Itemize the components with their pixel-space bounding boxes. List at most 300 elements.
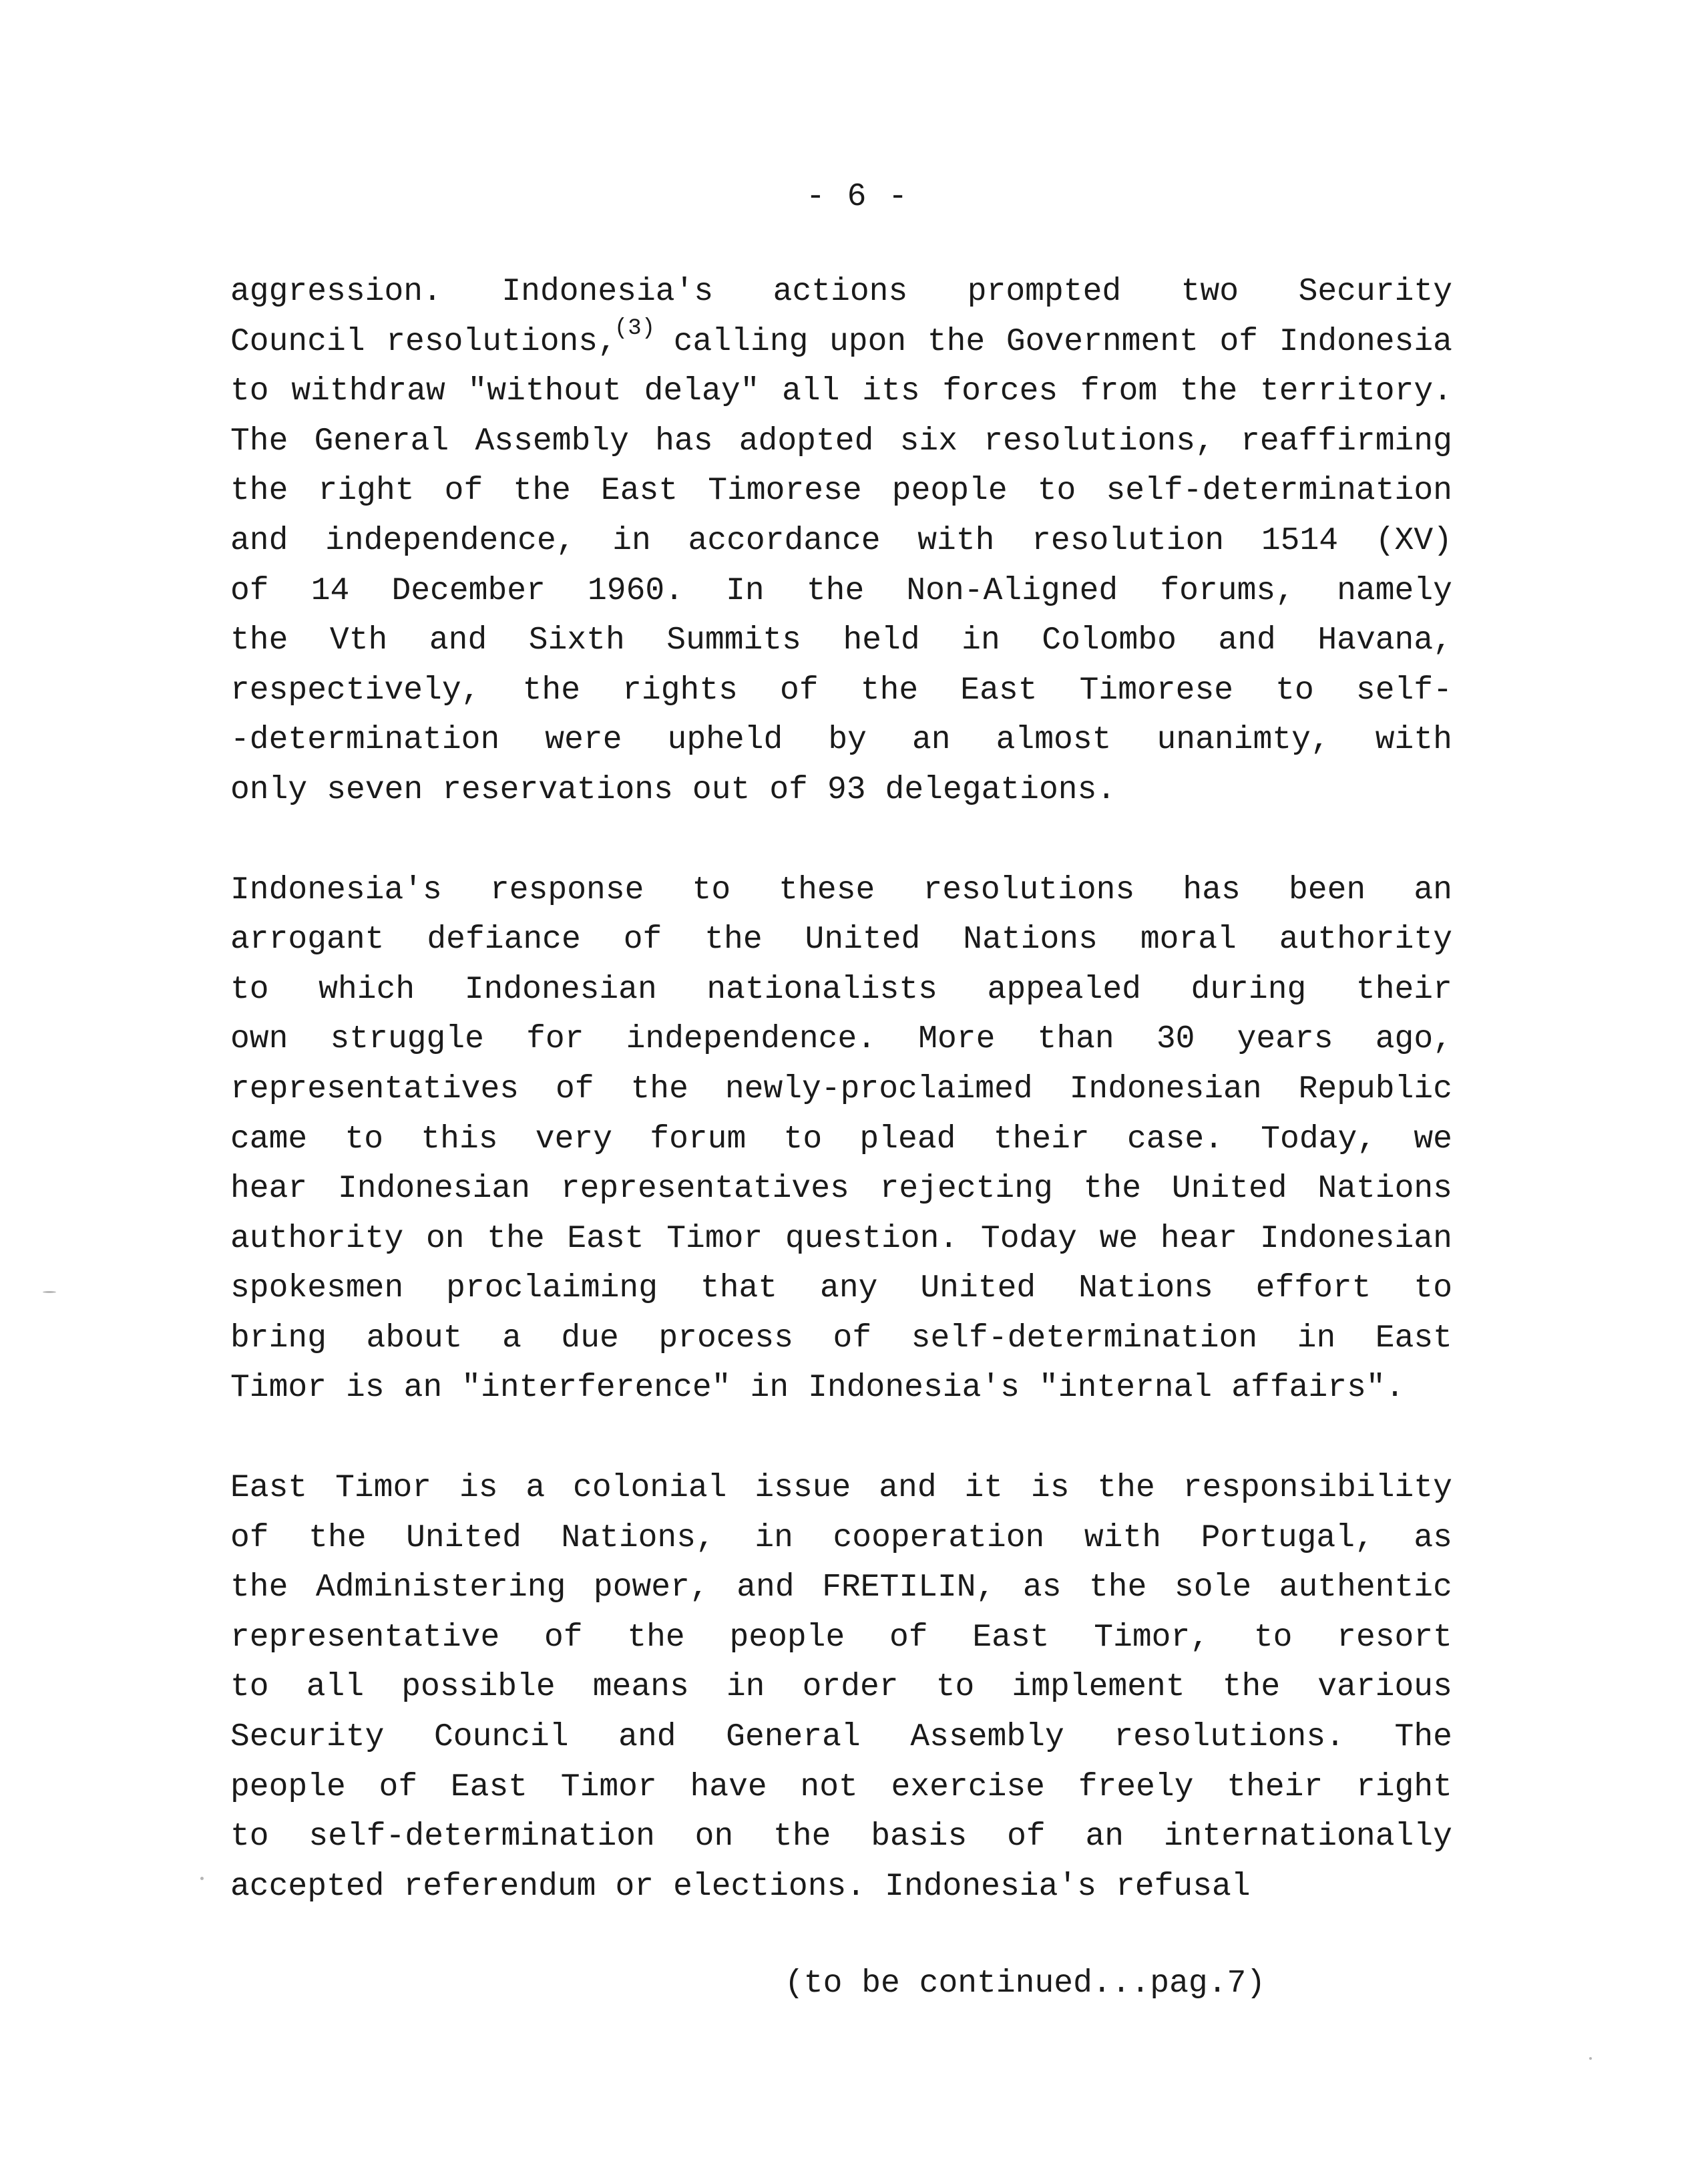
word: aggression. bbox=[230, 274, 442, 310]
text-line bbox=[230, 1314, 1452, 1364]
word: delay" bbox=[644, 373, 760, 410]
word: on bbox=[425, 1220, 465, 1257]
word: than bbox=[1037, 1021, 1114, 1058]
word: accordance bbox=[688, 522, 881, 559]
word: the bbox=[1083, 1171, 1142, 1208]
word: by bbox=[828, 722, 867, 759]
word: Council bbox=[230, 323, 365, 360]
footnote-reference: (3) bbox=[614, 315, 656, 341]
word: referendum bbox=[403, 1868, 596, 1905]
word: Indonesia's bbox=[885, 1868, 1096, 1905]
word: East bbox=[230, 1470, 308, 1507]
word: self-determination bbox=[911, 1320, 1258, 1356]
word: Nations bbox=[963, 922, 1098, 958]
word: arrogant bbox=[230, 922, 385, 958]
word: the bbox=[927, 323, 986, 360]
word: in bbox=[962, 622, 1000, 659]
word: not bbox=[800, 1769, 858, 1805]
word: In bbox=[726, 572, 765, 609]
word: unanimty, bbox=[1156, 722, 1330, 759]
word: own bbox=[230, 1021, 288, 1058]
word: authority bbox=[230, 1220, 404, 1257]
word: to bbox=[1414, 1270, 1452, 1307]
word: elections. bbox=[673, 1868, 866, 1905]
word: all bbox=[782, 373, 840, 410]
word: an bbox=[911, 722, 951, 759]
word: we bbox=[1099, 1220, 1138, 1257]
word: to bbox=[230, 971, 269, 1008]
word: 1514 bbox=[1261, 522, 1339, 559]
word: East bbox=[450, 1769, 528, 1805]
word: people bbox=[230, 1769, 346, 1805]
word: of bbox=[555, 1071, 594, 1107]
word: to bbox=[1037, 473, 1076, 510]
word: United bbox=[406, 1519, 521, 1556]
word: of bbox=[889, 1619, 928, 1656]
word: an bbox=[1414, 872, 1452, 908]
text-line bbox=[230, 1463, 1452, 1513]
word: prompted bbox=[967, 274, 1122, 310]
text-line bbox=[230, 1712, 1452, 1763]
word: General bbox=[314, 423, 449, 460]
word: 30 bbox=[1156, 1021, 1195, 1058]
word: effort bbox=[1255, 1270, 1372, 1307]
word: in bbox=[750, 1370, 789, 1407]
word: the bbox=[1222, 1669, 1281, 1706]
word: almost bbox=[996, 722, 1112, 759]
word: proclaiming bbox=[446, 1270, 658, 1307]
word: of bbox=[379, 1769, 418, 1805]
word: in bbox=[755, 1519, 793, 1556]
word: about bbox=[366, 1320, 463, 1356]
word: representatives bbox=[560, 1171, 849, 1208]
word: their bbox=[1355, 971, 1452, 1008]
word: United bbox=[1171, 1171, 1287, 1208]
word: ago, bbox=[1375, 1021, 1452, 1058]
word: Nations, bbox=[561, 1519, 715, 1556]
text-line bbox=[230, 1563, 1452, 1613]
word: Indonesia's bbox=[230, 872, 442, 908]
word: reservations bbox=[442, 771, 673, 808]
word: this bbox=[421, 1121, 498, 1157]
word: "interference" bbox=[461, 1370, 731, 1407]
word: has bbox=[1183, 872, 1241, 908]
scan-speck bbox=[200, 1877, 204, 1880]
word: their bbox=[993, 1121, 1090, 1157]
word-with-footnote bbox=[386, 315, 656, 367]
word: and bbox=[879, 1470, 937, 1507]
word: to bbox=[935, 1669, 975, 1706]
word: the bbox=[308, 1519, 367, 1556]
word: out bbox=[692, 771, 751, 808]
word: resolutions. bbox=[1114, 1719, 1345, 1756]
text-line bbox=[230, 715, 1452, 765]
text-line bbox=[230, 1812, 1452, 1862]
word: with bbox=[1375, 722, 1452, 759]
word: to bbox=[345, 1121, 384, 1157]
word: and bbox=[429, 622, 487, 659]
text-line bbox=[230, 566, 1452, 616]
word: right bbox=[1355, 1769, 1452, 1805]
word: Havana, bbox=[1317, 622, 1452, 659]
word: held bbox=[843, 622, 920, 659]
word: plead bbox=[859, 1121, 956, 1157]
word: came bbox=[230, 1121, 308, 1157]
word: 1960. bbox=[587, 572, 684, 609]
word: "without bbox=[467, 373, 622, 410]
word: More bbox=[918, 1021, 996, 1058]
word: United bbox=[805, 922, 921, 958]
text-line bbox=[230, 765, 1452, 815]
word: is bbox=[1030, 1470, 1070, 1507]
word: the bbox=[522, 672, 580, 709]
word: only bbox=[230, 771, 308, 808]
word: withdraw bbox=[291, 373, 445, 410]
word: Indonesian bbox=[337, 1171, 531, 1208]
word: struggle bbox=[330, 1021, 484, 1058]
word: exercise bbox=[891, 1769, 1045, 1805]
word: reaffirming bbox=[1241, 423, 1452, 460]
word: independence, bbox=[325, 522, 576, 559]
word: seven bbox=[327, 771, 423, 808]
word: response bbox=[489, 872, 644, 908]
word: as bbox=[1414, 1519, 1452, 1556]
word: resolutions bbox=[923, 872, 1135, 908]
word: been bbox=[1288, 872, 1366, 908]
text-line bbox=[230, 267, 1452, 317]
word: basis bbox=[871, 1819, 968, 1855]
word: defiance bbox=[427, 922, 581, 958]
word: Indonesia bbox=[1279, 323, 1452, 360]
word: Timor bbox=[666, 1220, 763, 1257]
word: in bbox=[726, 1669, 765, 1706]
word: various bbox=[1317, 1669, 1452, 1706]
word: adopted bbox=[738, 423, 874, 460]
word: resolutions, bbox=[984, 423, 1215, 460]
word: internationally bbox=[1163, 1819, 1452, 1855]
word: with bbox=[917, 522, 995, 559]
scan-speck bbox=[1589, 2057, 1592, 2060]
word: issue bbox=[755, 1470, 851, 1507]
word: two bbox=[1181, 274, 1239, 310]
word: sole bbox=[1174, 1570, 1252, 1606]
word: responsibility bbox=[1183, 1470, 1452, 1507]
text-line bbox=[230, 1613, 1452, 1663]
word: affairs". bbox=[1231, 1370, 1405, 1407]
word: very bbox=[535, 1121, 613, 1157]
word: Today, bbox=[1261, 1121, 1377, 1157]
page-number: - 6 - bbox=[805, 179, 909, 215]
word: which bbox=[319, 971, 415, 1008]
word: during bbox=[1191, 971, 1307, 1008]
paragraph bbox=[230, 866, 1452, 1414]
word: General bbox=[726, 1719, 861, 1756]
word: (XV) bbox=[1375, 522, 1452, 559]
word: Administering bbox=[315, 1570, 566, 1606]
word: to bbox=[783, 1121, 823, 1157]
word: Indonesian bbox=[464, 971, 657, 1008]
word: means bbox=[592, 1669, 689, 1706]
word: namely bbox=[1337, 572, 1452, 609]
word: the bbox=[487, 1220, 545, 1257]
scan-speck bbox=[43, 1291, 56, 1293]
word: Summits bbox=[666, 622, 801, 659]
word: it bbox=[964, 1470, 1004, 1507]
word: from bbox=[1080, 373, 1158, 410]
word: people bbox=[729, 1619, 845, 1656]
word: the bbox=[806, 572, 865, 609]
word: any bbox=[820, 1270, 878, 1307]
word: Council bbox=[433, 1719, 569, 1756]
text-line bbox=[230, 616, 1452, 666]
word: these bbox=[779, 872, 875, 908]
word: of bbox=[780, 672, 819, 709]
word: were bbox=[545, 722, 622, 759]
word: and bbox=[736, 1570, 795, 1606]
paragraph bbox=[230, 1463, 1452, 1912]
word: of bbox=[444, 473, 483, 510]
text-line bbox=[230, 1363, 1452, 1413]
text-line bbox=[230, 1763, 1452, 1813]
word: East bbox=[1375, 1320, 1452, 1356]
text-line bbox=[230, 1662, 1452, 1712]
word: East bbox=[960, 672, 1038, 709]
word: on bbox=[694, 1819, 734, 1855]
word: Sixth bbox=[528, 622, 625, 659]
word: December bbox=[391, 572, 546, 609]
word: the bbox=[627, 1619, 685, 1656]
word: order bbox=[802, 1669, 899, 1706]
paragraph bbox=[230, 267, 1452, 815]
word: rights bbox=[622, 672, 738, 709]
word: representative bbox=[230, 1619, 500, 1656]
word: rejecting bbox=[879, 1171, 1053, 1208]
word: of bbox=[1219, 323, 1259, 360]
word: case. bbox=[1126, 1121, 1223, 1157]
word: resolution bbox=[1032, 522, 1225, 559]
word: calling bbox=[673, 323, 809, 360]
word: Indonesian bbox=[1259, 1220, 1452, 1257]
word: the bbox=[1179, 373, 1238, 410]
word: 93 bbox=[827, 771, 866, 808]
word: power, bbox=[593, 1570, 709, 1606]
word: Timor bbox=[560, 1769, 657, 1805]
text-line bbox=[230, 915, 1452, 965]
text-line bbox=[230, 1115, 1452, 1165]
word: has bbox=[655, 423, 713, 460]
word: forums, bbox=[1160, 572, 1295, 609]
word: upon bbox=[829, 323, 907, 360]
word: is bbox=[346, 1370, 385, 1407]
word: East bbox=[972, 1619, 1050, 1656]
word: respectively, bbox=[230, 672, 481, 709]
word: Assembly bbox=[910, 1719, 1064, 1756]
word: resolutions, bbox=[386, 323, 617, 360]
text-line bbox=[230, 1065, 1452, 1115]
word: bring bbox=[230, 1320, 327, 1356]
word: East bbox=[600, 473, 678, 510]
word: and bbox=[618, 1719, 676, 1756]
text-line bbox=[230, 1264, 1452, 1314]
text-line bbox=[230, 666, 1452, 716]
text-line bbox=[230, 1015, 1452, 1065]
word: appealed bbox=[987, 971, 1141, 1008]
word: of bbox=[1007, 1819, 1046, 1855]
word: six bbox=[899, 423, 958, 460]
text-line bbox=[230, 417, 1452, 467]
word: an bbox=[1085, 1819, 1124, 1855]
word: the bbox=[230, 622, 288, 659]
word: Today bbox=[980, 1220, 1077, 1257]
word: Nations bbox=[1317, 1171, 1452, 1208]
word: "internal bbox=[1038, 1370, 1213, 1407]
word: colonial bbox=[573, 1470, 727, 1507]
word: Timor bbox=[335, 1470, 432, 1507]
word: self-determination bbox=[1106, 473, 1452, 510]
word: upheld bbox=[667, 722, 783, 759]
word: Timor, bbox=[1094, 1619, 1210, 1656]
word: a bbox=[525, 1470, 546, 1507]
word: all bbox=[306, 1669, 365, 1706]
word: Portugal, bbox=[1201, 1519, 1374, 1556]
word: self-determination bbox=[308, 1819, 655, 1855]
body-text bbox=[230, 267, 1452, 1962]
word: freely bbox=[1078, 1769, 1194, 1805]
word: of bbox=[230, 572, 269, 609]
text-line bbox=[230, 317, 1452, 367]
word: to bbox=[230, 1669, 269, 1706]
continuation-note: (to be continued...pag.7) bbox=[785, 1966, 1266, 2002]
word: forces bbox=[942, 373, 1058, 410]
word: Indonesian bbox=[1069, 1071, 1262, 1107]
word: to bbox=[230, 373, 269, 410]
word: Assembly bbox=[475, 423, 629, 460]
word: Indonesia's bbox=[501, 274, 714, 310]
word: forum bbox=[650, 1121, 747, 1157]
word: refusal bbox=[1116, 1868, 1251, 1905]
word: have bbox=[690, 1769, 767, 1805]
word: the bbox=[1089, 1570, 1147, 1606]
word: spokesmen bbox=[230, 1270, 404, 1307]
word: FRETILIN, bbox=[822, 1570, 996, 1606]
text-line bbox=[230, 1862, 1452, 1912]
word: Security bbox=[1298, 274, 1452, 310]
word: accepted bbox=[230, 1868, 385, 1905]
word: Government bbox=[1006, 323, 1199, 360]
word: independence. bbox=[626, 1021, 877, 1058]
word: authority bbox=[1279, 922, 1452, 958]
word: or bbox=[615, 1868, 654, 1905]
text-line bbox=[230, 965, 1452, 1015]
word: its bbox=[862, 373, 920, 410]
word: with bbox=[1084, 1519, 1162, 1556]
word: Non-Aligned bbox=[906, 572, 1118, 609]
word: the bbox=[230, 1570, 288, 1606]
word: nationalists bbox=[706, 971, 937, 1008]
word: the bbox=[704, 922, 763, 958]
word: and bbox=[230, 522, 288, 559]
word: East bbox=[567, 1220, 644, 1257]
word: people bbox=[891, 473, 1008, 510]
word: their bbox=[1227, 1769, 1323, 1805]
word: newly-proclaimed bbox=[724, 1071, 1033, 1107]
word: 14 bbox=[310, 572, 350, 609]
word: of bbox=[230, 1519, 269, 1556]
word: a bbox=[502, 1320, 521, 1356]
word: implement bbox=[1012, 1669, 1185, 1706]
word: of bbox=[544, 1619, 583, 1656]
word: Republic bbox=[1298, 1071, 1452, 1107]
word: possible bbox=[401, 1669, 556, 1706]
word: cooperation bbox=[833, 1519, 1045, 1556]
word: an bbox=[403, 1370, 443, 1407]
word: the bbox=[773, 1819, 831, 1855]
word: Vth bbox=[329, 622, 388, 659]
word: territory. bbox=[1259, 373, 1452, 410]
word: authentic bbox=[1279, 1570, 1452, 1606]
word: resort bbox=[1337, 1619, 1452, 1656]
text-line bbox=[230, 516, 1452, 566]
word: to bbox=[692, 872, 731, 908]
word: the bbox=[630, 1071, 688, 1107]
word: the bbox=[513, 473, 571, 510]
word: the bbox=[230, 473, 288, 510]
text-line bbox=[230, 466, 1452, 516]
word: to bbox=[1253, 1619, 1293, 1656]
word: to bbox=[230, 1819, 269, 1855]
word: the bbox=[860, 672, 919, 709]
word: hear bbox=[1160, 1220, 1238, 1257]
word: for bbox=[526, 1021, 584, 1058]
word: Timorese bbox=[1079, 672, 1234, 709]
word: hear bbox=[230, 1171, 308, 1208]
word: Colombo bbox=[1042, 622, 1177, 659]
word: actions bbox=[773, 274, 908, 310]
word: we bbox=[1414, 1121, 1452, 1157]
word: representatives bbox=[230, 1071, 519, 1107]
word: due bbox=[561, 1320, 619, 1356]
word: of bbox=[769, 771, 808, 808]
word: years bbox=[1237, 1021, 1333, 1058]
word: as bbox=[1022, 1570, 1062, 1606]
text-line bbox=[230, 1214, 1452, 1264]
word: in bbox=[1297, 1320, 1336, 1356]
word: process bbox=[658, 1320, 793, 1356]
word: moral bbox=[1140, 922, 1237, 958]
word: Timor bbox=[230, 1370, 327, 1407]
word: Indonesia's bbox=[808, 1370, 1020, 1407]
word: Timorese bbox=[708, 473, 862, 510]
word: to bbox=[1275, 672, 1314, 709]
text-line bbox=[230, 367, 1452, 417]
word: The bbox=[1394, 1719, 1452, 1756]
word: self- bbox=[1355, 672, 1452, 709]
word: question. bbox=[785, 1220, 959, 1257]
text-line bbox=[230, 1164, 1452, 1214]
word: The bbox=[230, 423, 288, 460]
word: United bbox=[920, 1270, 1036, 1307]
text-line bbox=[230, 1513, 1452, 1564]
word: that bbox=[700, 1270, 778, 1307]
word: delegations. bbox=[885, 771, 1116, 808]
text-line bbox=[230, 866, 1452, 916]
word: and bbox=[1218, 622, 1276, 659]
word: of bbox=[833, 1320, 872, 1356]
word: of bbox=[623, 922, 662, 958]
word: Nations bbox=[1078, 1270, 1213, 1307]
word: is bbox=[459, 1470, 498, 1507]
word: the bbox=[1097, 1470, 1155, 1507]
